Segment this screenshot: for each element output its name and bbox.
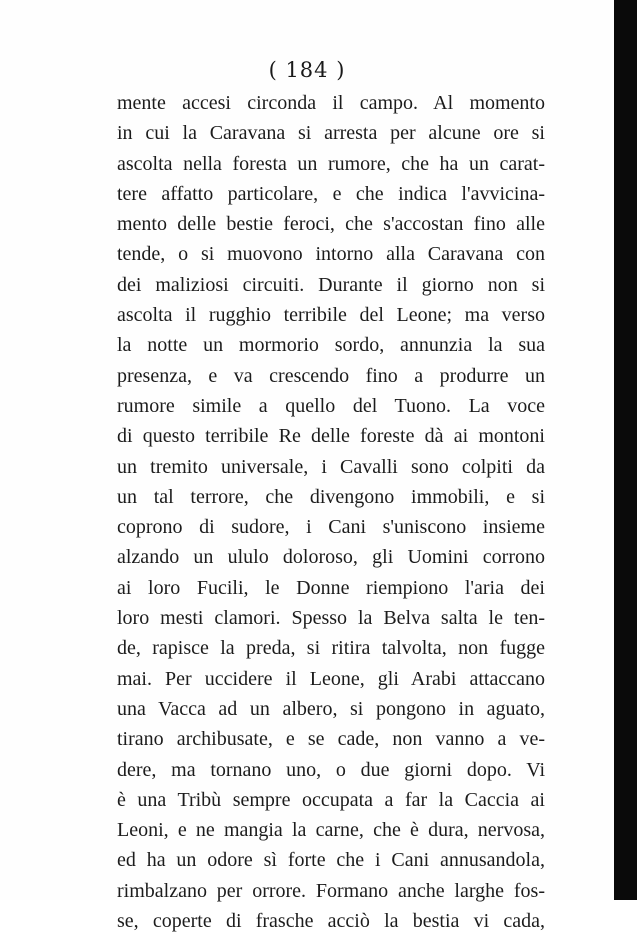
text-line-2: in cui la Caravana si arresta per alcune ore si — [117, 122, 545, 145]
text-line-10: presenza, e va crescendo fino a produrre un — [117, 364, 545, 387]
text-line-4: tere affatto particolare, e che indica l'avvicina- — [117, 182, 545, 205]
text-line-11: rumore simile a quello del Tuono. La voce — [117, 394, 545, 417]
scan-edge-bar — [614, 0, 637, 900]
text-line-21: una Vacca ad un albero, si pongono in aguato, — [117, 697, 545, 720]
text-line-1: mente accesi circonda il campo. Al momento — [117, 92, 545, 114]
text-line-18: loro mesti clamori. Spesso la Belva salta le ten- — [117, 607, 545, 630]
text-line-26: ed ha un odore sì forte che i Cani annusandola, — [117, 849, 545, 872]
body-text — [117, 88, 545, 936]
text-line-17: ai loro Fucili, le Donne riempiono l'aria dei — [117, 576, 545, 599]
text-line-14: un tal terrore, che divengono immobili, e si — [117, 485, 545, 508]
text-line-16: alzando un ululo doloroso, gli Uomini corrono — [117, 546, 545, 569]
text-line-5: mento delle bestie feroci, che s'accostan fino alle — [117, 213, 545, 236]
text-line-7: dei maliziosi circuiti. Durante il giorno non si — [117, 273, 545, 296]
text-line-20: mai. Per uccidere il Leone, gli Arabi attaccano — [117, 667, 545, 690]
text-line-25: Leoni, e ne mangia la carne, che è dura, nervosa, — [117, 819, 545, 842]
text-line-3: ascolta nella foresta un rumore, che ha un carat- — [117, 152, 545, 175]
text-line-19: de, rapisce la preda, si ritira talvolta, non fugge — [117, 637, 545, 660]
text-line-22: tirano archibusate, e se cade, non vanno a ve- — [117, 728, 545, 751]
text-line-27: rimbalzano per orrore. Formano anche larghe fos- — [117, 879, 545, 902]
text-line-12: di questo terribile Re delle foreste dà ai montoni — [117, 425, 545, 448]
text-line-6: tende, o si muovono intorno alla Caravana con — [117, 243, 545, 266]
text-line-28: se, coperte di frasche acciò la bestia vi cada, — [117, 910, 545, 933]
page-number: ( 184 ) — [268, 58, 346, 82]
text-line-24: è una Tribù sempre occupata a far la Caccia ai — [117, 788, 545, 811]
text-line-9: la notte un mormorio sordo, annunzia la sua — [117, 334, 545, 357]
text-line-8: ascolta il rugghio terribile del Leone; ma verso — [117, 304, 545, 327]
text-line-13: un tremito universale, i Cavalli sono colpiti da — [117, 455, 545, 478]
text-line-23: dere, ma tornano uno, o due giorni dopo. Vi — [117, 758, 545, 781]
text-line-15: coprono di sudore, i Cani s'uniscono insieme — [117, 516, 545, 539]
